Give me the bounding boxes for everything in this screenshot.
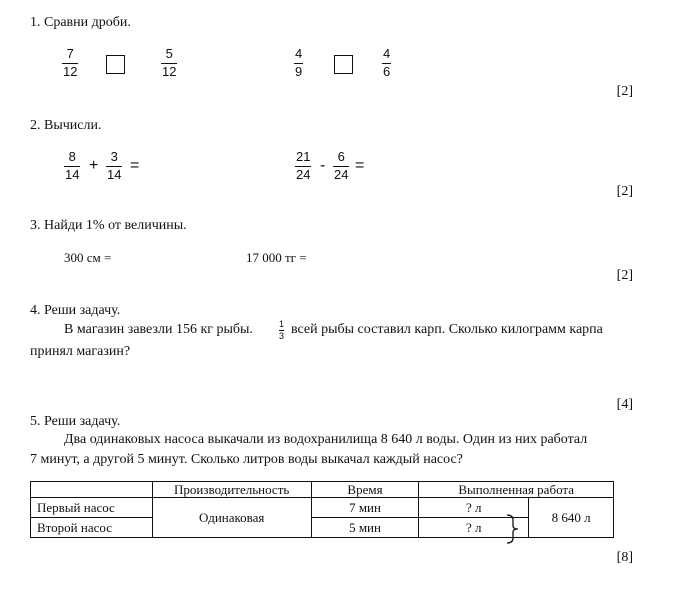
task-3-item-1: 300 см =	[64, 250, 112, 265]
task-2-title: 2. Вычисли.	[30, 118, 102, 133]
task-3-item-2: 17 000 тг =	[246, 250, 307, 265]
fraction-numerator: 4	[383, 46, 391, 61]
fraction-denominator: 24	[334, 167, 349, 182]
fraction-numerator: 4	[295, 46, 303, 61]
fraction-numerator: 6	[337, 149, 345, 164]
task-3-title: 3. Найди 1% от величины.	[30, 218, 187, 233]
table-header-empty	[31, 482, 153, 498]
table-header-time: Время	[311, 482, 419, 498]
total-work-cell: 8 640 л	[529, 498, 614, 538]
fraction-denominator: 12	[63, 64, 78, 79]
table-header-productivity: Производительность	[152, 482, 311, 498]
minus-sign: -	[320, 157, 326, 174]
fraction-3-14	[106, 150, 122, 182]
fraction-denominator: 9	[295, 64, 303, 79]
comparison-box-2[interactable]	[334, 55, 353, 74]
fraction-4-9	[294, 47, 303, 79]
fraction-7-12	[62, 47, 78, 79]
task-4-score: [4]	[616, 397, 633, 412]
work-second-pump: ? л	[419, 518, 529, 538]
fraction-denominator: 12	[162, 64, 177, 79]
fraction-numerator: 1	[279, 319, 285, 329]
row-label-first-pump: Первый насос	[31, 498, 153, 518]
task-5-score: [8]	[616, 550, 633, 565]
fraction-denominator: 14	[107, 167, 122, 182]
task-3-score: [2]	[616, 268, 633, 283]
fraction-numerator: 7	[66, 46, 74, 61]
pump-table	[30, 481, 614, 538]
task-1-title: 1. Сравни дроби.	[30, 15, 131, 30]
table-header-row	[31, 482, 614, 498]
fraction-denominator: 14	[65, 167, 80, 182]
fraction-numerator: 8	[68, 149, 76, 164]
task-4-title: 4. Реши задачу.	[30, 303, 121, 318]
productivity-cell: Одинаковая	[152, 498, 311, 538]
fraction-denominator: 24	[296, 167, 311, 182]
task-1-score: [2]	[616, 84, 633, 99]
time-first-pump: 7 мин	[311, 498, 419, 518]
work-first-pump: ? л	[419, 498, 529, 518]
fraction-21-24	[295, 150, 311, 182]
task-5-line-2: 7 минут, а другой 5 минут. Сколько литров воды выкачал каждый насос?	[30, 452, 463, 467]
fraction-denominator: 6	[383, 64, 391, 79]
equals-sign: =	[130, 157, 140, 174]
fraction-8-14	[64, 150, 80, 182]
fraction-5-12	[161, 47, 177, 79]
fraction-numerator: 21	[296, 149, 311, 164]
table-row-first-pump	[31, 498, 614, 518]
table-header-work: Выполненная работа	[419, 482, 614, 498]
table-row-second-pump	[31, 518, 614, 538]
row-label-second-pump: Второй насос	[31, 518, 153, 538]
task-2-score: [2]	[616, 184, 633, 199]
fraction-numerator: 3	[110, 149, 118, 164]
plus-sign: +	[89, 157, 99, 174]
task-4-text-after: всей рыбы составил карп. Сколько килограмм карпа	[291, 322, 603, 337]
fraction-denominator: 3	[279, 331, 285, 341]
time-second-pump: 5 мин	[311, 518, 419, 538]
comparison-box-1[interactable]	[106, 55, 125, 74]
fraction-4-6	[382, 47, 391, 79]
curly-brace-icon	[505, 514, 521, 544]
task-4-text-line-2: принял магазин?	[30, 344, 131, 359]
fraction-numerator: 5	[165, 46, 173, 61]
task-5-title: 5. Реши задачу.	[30, 414, 121, 429]
fraction-6-24	[333, 150, 349, 182]
task-4-text-before: В магазин завезли 156 кг рыбы.	[64, 322, 253, 337]
equals-sign: =	[355, 157, 365, 174]
task-5-line-1: Два одинаковых насоса выкачали из водохранилища 8 640 л воды. Один из них работал	[64, 432, 588, 447]
fraction-1-3	[279, 320, 284, 341]
